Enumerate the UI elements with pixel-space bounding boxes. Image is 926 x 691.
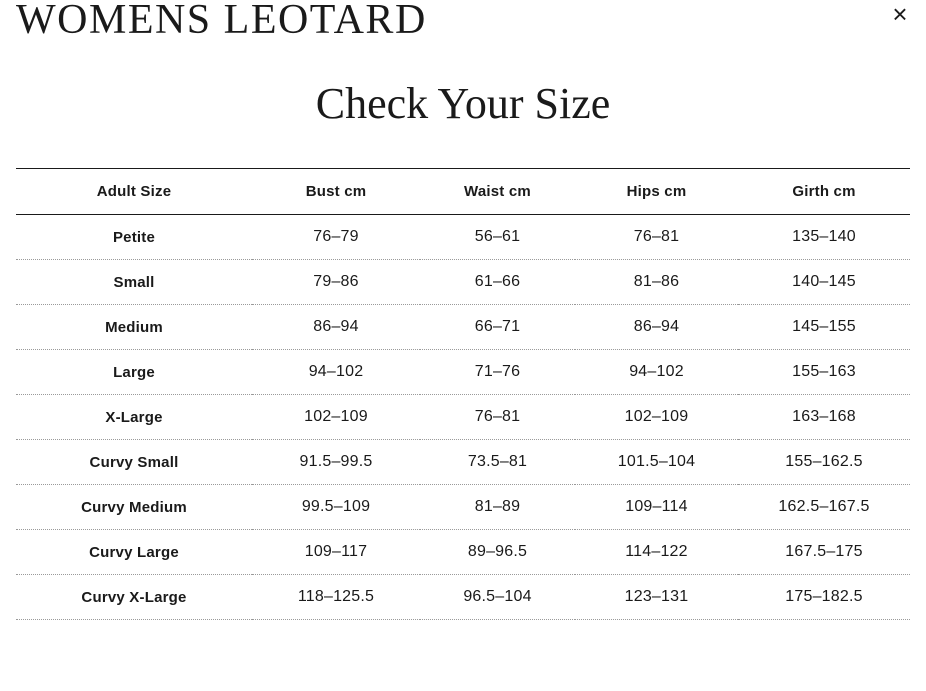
cell-size-name: Curvy Medium	[16, 485, 252, 530]
cell-girth: 135–140	[738, 215, 910, 260]
cell-hips: 94–102	[575, 350, 738, 395]
cell-hips: 109–114	[575, 485, 738, 530]
cell-girth: 167.5–175	[738, 530, 910, 575]
cell-size-name: Small	[16, 260, 252, 305]
cell-size-name: Medium	[16, 305, 252, 350]
cell-bust: 109–117	[252, 530, 420, 575]
column-header-bust: Bust cm	[252, 169, 420, 215]
table-body	[16, 215, 910, 620]
close-button[interactable]	[874, 0, 926, 28]
cell-hips: 114–122	[575, 530, 738, 575]
cell-size-name: Petite	[16, 215, 252, 260]
cell-waist: 76–81	[420, 395, 575, 440]
table-row	[16, 260, 910, 305]
cell-size-name: Curvy X-Large	[16, 575, 252, 620]
column-header-adult-size: Adult Size	[16, 169, 252, 215]
table-row	[16, 350, 910, 395]
cell-hips: 86–94	[575, 305, 738, 350]
cell-girth: 155–163	[738, 350, 910, 395]
cell-bust: 91.5–99.5	[252, 440, 420, 485]
cell-bust: 76–79	[252, 215, 420, 260]
table-row	[16, 530, 910, 575]
cell-girth: 163–168	[738, 395, 910, 440]
cell-waist: 73.5–81	[420, 440, 575, 485]
size-chart-table	[16, 168, 910, 620]
cell-waist: 89–96.5	[420, 530, 575, 575]
cell-hips: 102–109	[575, 395, 738, 440]
cell-hips: 81–86	[575, 260, 738, 305]
cell-girth: 140–145	[738, 260, 910, 305]
cell-waist: 56–61	[420, 215, 575, 260]
table-header	[16, 169, 910, 215]
column-header-girth: Girth cm	[738, 169, 910, 215]
cell-bust: 94–102	[252, 350, 420, 395]
cell-waist: 81–89	[420, 485, 575, 530]
page-title: WOMENS LEOTARD	[16, 0, 427, 43]
cell-size-name: X-Large	[16, 395, 252, 440]
cell-waist: 66–71	[420, 305, 575, 350]
table-row	[16, 215, 910, 260]
cell-girth: 155–162.5	[738, 440, 910, 485]
cell-hips: 76–81	[575, 215, 738, 260]
column-header-waist: Waist cm	[420, 169, 575, 215]
cell-size-name: Curvy Large	[16, 530, 252, 575]
table-row	[16, 440, 910, 485]
cell-waist: 96.5–104	[420, 575, 575, 620]
cell-girth: 145–155	[738, 305, 910, 350]
cell-size-name: Curvy Small	[16, 440, 252, 485]
close-icon: ×	[892, 0, 908, 29]
cell-bust: 79–86	[252, 260, 420, 305]
column-header-hips: Hips cm	[575, 169, 738, 215]
table-row	[16, 395, 910, 440]
cell-waist: 71–76	[420, 350, 575, 395]
cell-girth: 162.5–167.5	[738, 485, 910, 530]
cell-hips: 123–131	[575, 575, 738, 620]
size-table-container	[16, 168, 910, 620]
cell-bust: 99.5–109	[252, 485, 420, 530]
cell-girth: 175–182.5	[738, 575, 910, 620]
table-row	[16, 485, 910, 530]
section-heading: Check Your Size	[315, 79, 611, 128]
table-row	[16, 305, 910, 350]
cell-bust: 118–125.5	[252, 575, 420, 620]
cell-hips: 101.5–104	[575, 440, 738, 485]
cell-size-name: Large	[16, 350, 252, 395]
table-row	[16, 575, 910, 620]
cell-bust: 86–94	[252, 305, 420, 350]
table-header-row	[16, 169, 910, 215]
cell-bust: 102–109	[252, 395, 420, 440]
cell-waist: 61–66	[420, 260, 575, 305]
